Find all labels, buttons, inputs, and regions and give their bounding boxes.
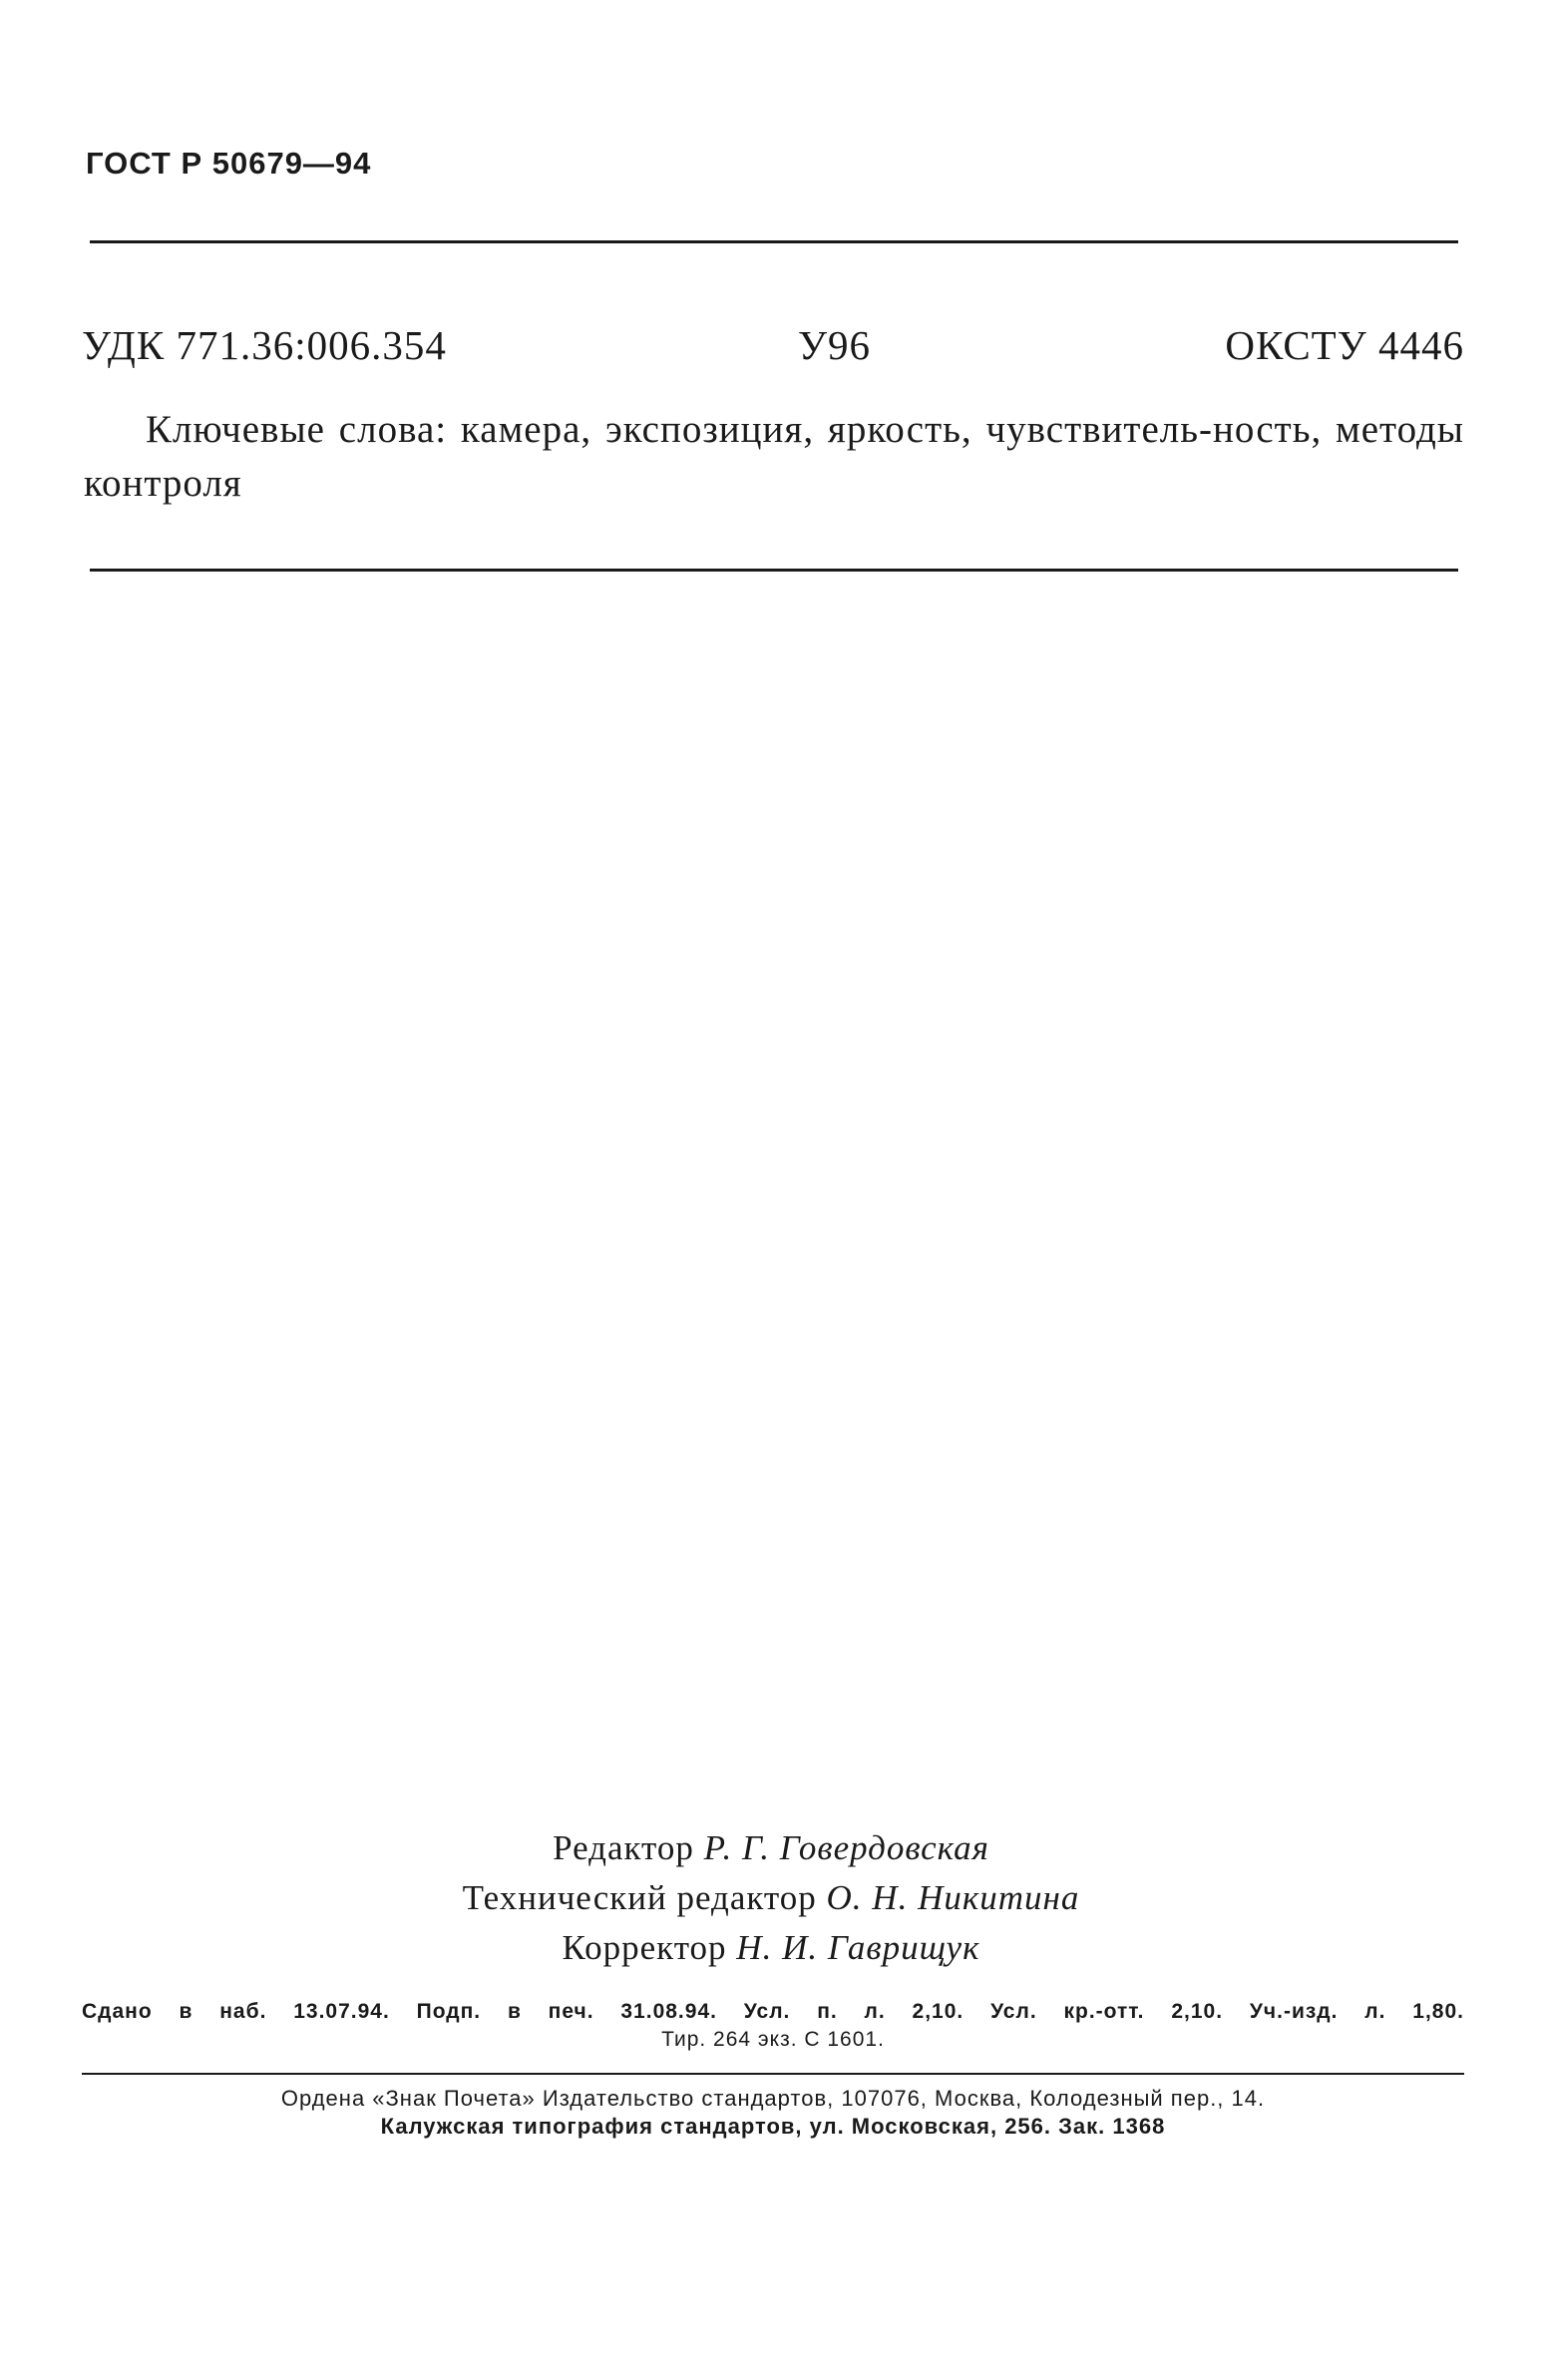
credits-block: [0, 1823, 1542, 1973]
publisher-line-1: Ордена «Знак Почета» Издательство стандартов, 107076, Москва, Колодезный пер., 14.: [280, 2086, 1266, 2111]
corrector-name: Н. И. Гаврищук: [736, 1928, 980, 1967]
top-divider: [90, 240, 1458, 243]
corrector-label: Корректор: [562, 1928, 727, 1967]
tech-editor-label: Технический редактор: [462, 1878, 817, 1917]
print-info-line-1: Сдано в наб. 13.07.94. Подп. в печ. 31.08.94. Усл. п. л. 2,10. Усл. кр.-отт. 2,10. Уч.-изд. л. 1,80.: [82, 2000, 1464, 2023]
bottom-divider: [82, 2073, 1464, 2075]
okstu-code: ОКСТУ 4446: [1225, 322, 1464, 368]
group-code: У96: [798, 322, 872, 368]
editor-name: Р. Г. Говердовская: [703, 1828, 989, 1867]
tech-editor-name: О. Н. Никитина: [826, 1878, 1080, 1917]
document-code: ГОСТ Р 50679—94: [86, 146, 372, 181]
editor-line: [0, 1823, 1542, 1873]
publisher-info: [82, 2085, 1464, 2141]
editor-label: Редактор: [553, 1828, 694, 1867]
keywords-paragraph: Ключевые слова: камера, экспозиция, яркость, чувствитель-ность, методы контроля: [84, 408, 1464, 505]
print-info-line-2: Тир. 264 экз. С 1601.: [661, 2028, 885, 2051]
corrector-line: [0, 1923, 1542, 1973]
udk-code: УДК 771.36:006.354: [82, 322, 447, 368]
publisher-line-2: Калужская типография стандартов, ул. Московская, 256. Зак. 1368: [380, 2114, 1166, 2139]
tech-editor-line: [0, 1873, 1542, 1923]
print-info: [82, 1998, 1464, 2054]
keywords-divider: [90, 569, 1458, 572]
